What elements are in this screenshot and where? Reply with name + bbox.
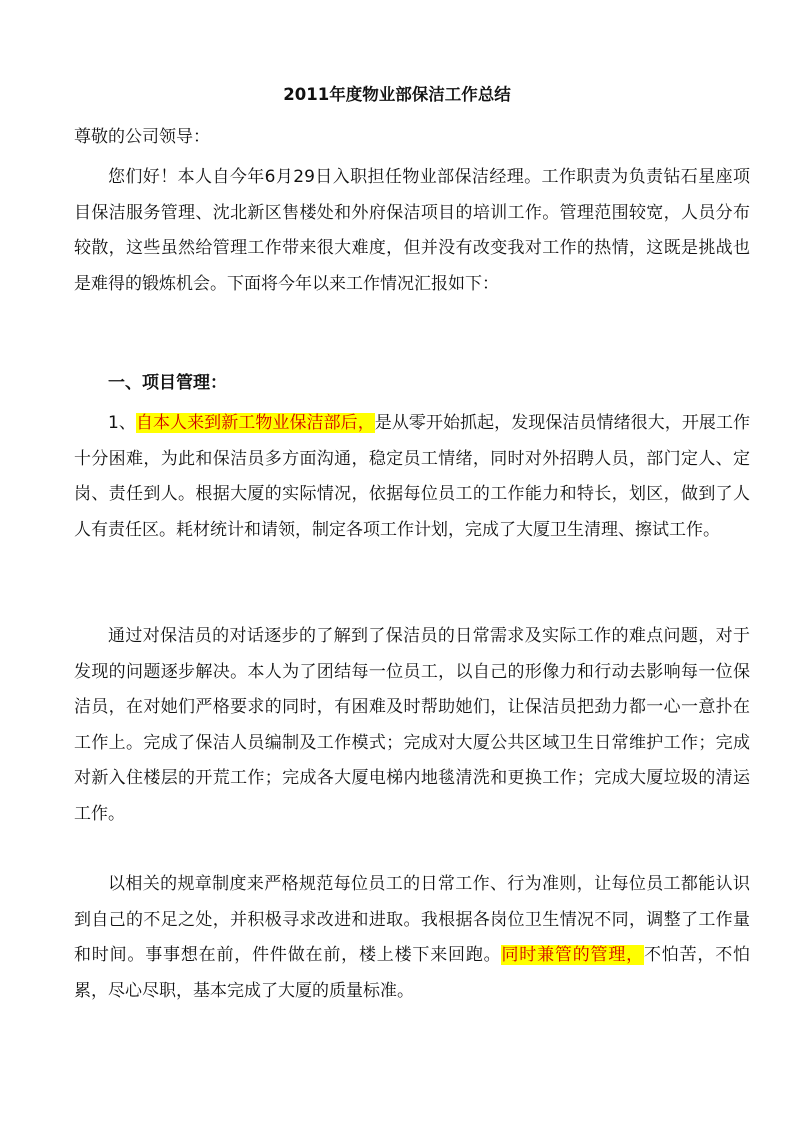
communication-paragraph: 通过对保洁员的对话逐步的了解到了保洁员的日常需求及实际工作的难点问题，对于发现的问题逐步解决。本人为了团结每一位员工，以自己的形像力和行动去影响每一位保洁员，在对她们严格要求的同时，有困难及时帮助她们，让保洁员把劲力都一心一意扑在工作上。完成了保洁人员编制及工作模式；完成对大厦公共区域卫生日常维护工作；完成对新入住楼层的开荒工作；完成各大厦电梯内地毯清洗和更换工作；完成大厦垃圾的清运工作。: [74, 626, 750, 824]
rules-text-after: 不怕苦，不怕累，尽心尽职，基本完成了大厦的质量标准。: [74, 945, 751, 1001]
rules-paragraph: [74, 867, 750, 1009]
highlighted-text: 自本人来到新工物业保洁部后，: [135, 413, 375, 433]
rules-text-before: 以相关的规章制度来严格规范每位员工的日常工作、行为准则，让每位员工都能认识到自己的不足之处，并积极寻求改进和进取。我根据各岗位卫生情况不同，调整了工作量和时间。事事想在前，件件做在前，楼上楼下来回跑。: [74, 874, 750, 965]
item-1-number: 1、: [108, 413, 136, 433]
item-1-paragraph: [74, 406, 750, 548]
document-title: 2011年度物业部保洁工作总结: [283, 85, 511, 104]
item-1-text: 是从零开始抓起，发现保洁员情绪很大，开展工作十分困难，为此和保洁员多方面沟通，稳定员工情绪，同时对外招聘人员，部门定人、定岗、责任到人。根据大厦的实际情况，依据每位员工的工作能力和特长，划区，做到了人人有责任区。耗材统计和请领，制定各项工作计划，完成了大厦卫生清理、擦试工作。: [74, 413, 750, 540]
section-heading-project-management: 一、项目管理：: [108, 373, 227, 393]
highlighted-text: 同时兼管的管理，: [501, 945, 644, 965]
intro-paragraph: 您们好！本人自今年6月29日入职担任物业部保洁经理。工作职责为负责钻石星座项目保洁服务管理、沈北新区售楼处和外府保洁项目的培训工作。管理范围较宽，人员分布较散，这些虽然给管理工作带来很大难度，但并没有改变我对工作的热情，这既是挑战也是难得的锻炼机会。下面将今年以来工作情况汇报如下：: [74, 167, 750, 294]
salutation: 尊敬的公司领导：: [74, 127, 210, 147]
